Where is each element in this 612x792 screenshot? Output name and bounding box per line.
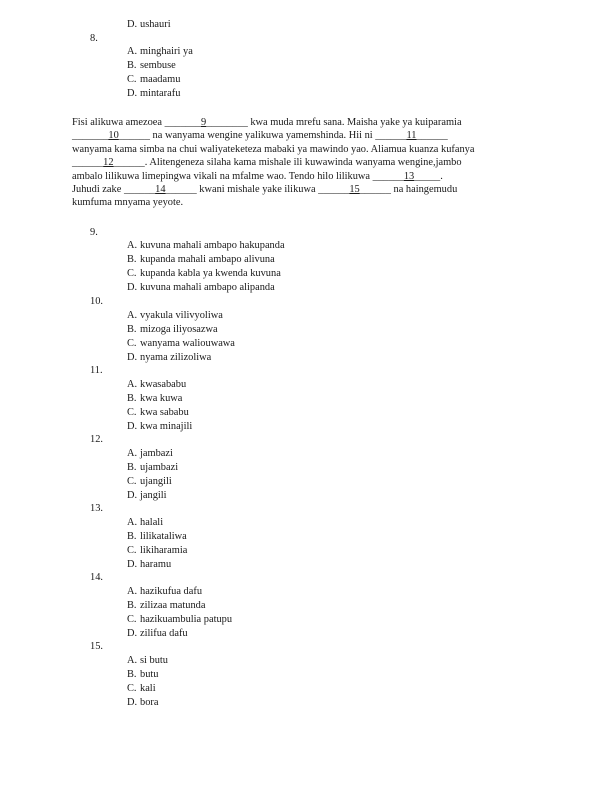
- passage-line-7: kumfuma mnyama yeyote.: [72, 197, 184, 209]
- option-letter: B.: [127, 324, 137, 335]
- blank-13: 13: [403, 170, 415, 182]
- option-text: zilifua dafu: [140, 628, 188, 639]
- option-letter: D.: [127, 19, 138, 30]
- q12-option-a: [127, 448, 173, 460]
- option-letter: D.: [127, 559, 138, 570]
- option-letter: C.: [127, 338, 137, 349]
- option-text: bora: [140, 697, 159, 708]
- q14-option-c: [127, 614, 232, 626]
- option-text: kupanda mahali ambapo alivuna: [140, 254, 275, 265]
- q14-option-a: [127, 586, 202, 598]
- option-letter: B.: [127, 254, 137, 265]
- option-text: likiharamia: [140, 545, 188, 556]
- option-text: ujambazi: [140, 462, 179, 473]
- blank-11: 11: [406, 130, 417, 142]
- option-text: maadamu: [140, 74, 181, 85]
- option-text: kwasababu: [140, 379, 187, 390]
- option-letter: A.: [127, 46, 138, 57]
- q12-option-b: [127, 462, 178, 474]
- blank-10: 10: [108, 130, 119, 142]
- option-letter: D.: [127, 282, 138, 293]
- question-number-13: 13.: [90, 503, 103, 514]
- q10-option-d: [127, 352, 211, 364]
- q10-option-a: [127, 310, 223, 322]
- passage-line-3: wanyama kama simba na chui waliyateketeza mabaki ya mawindo yao. Aliamua kuanza kufanya: [72, 143, 475, 155]
- option-text: kuvuna mahali ambapo alipanda: [140, 282, 275, 293]
- q12-option-d: [127, 490, 167, 502]
- q15-option-d: [127, 697, 158, 709]
- option-letter: B.: [127, 669, 137, 680]
- option-text: wanyama waliouwawa: [140, 338, 235, 349]
- option-letter: C.: [127, 407, 137, 418]
- option-letter: A.: [127, 310, 138, 321]
- q15-option-a: [127, 655, 168, 667]
- q9-option-b: [127, 254, 275, 266]
- option-letter: B.: [127, 531, 137, 542]
- option-text: ujangili: [140, 476, 172, 487]
- q15-option-b: [127, 669, 158, 681]
- question-number-15: 15.: [90, 641, 103, 652]
- q11-option-b: [127, 393, 182, 405]
- option-letter: C.: [127, 545, 137, 556]
- blank-14: 14: [155, 184, 166, 196]
- option-letter: B.: [127, 462, 137, 473]
- q15-option-c: [127, 683, 156, 695]
- option-text: mizoga iliyosazwa: [140, 324, 218, 335]
- option-letter: C.: [127, 74, 137, 85]
- passage-line-6: Juhudi zake ______14______ kwani mishale yake ilikuwa ______15______ na haingemudu: [72, 184, 458, 196]
- q13-option-a: [127, 517, 163, 529]
- option-text: vyakula vilivyoliwa: [140, 310, 223, 321]
- cloze-passage: [72, 116, 552, 210]
- q10-option-b: [127, 324, 218, 336]
- option-text: jambazi: [140, 448, 173, 459]
- passage-line-5: ambalo lilikuwa limepingwa vikali na mfalme wao. Tendo hilo lilikuwa ______13_____.: [72, 170, 443, 182]
- q11-option-a: [127, 379, 186, 391]
- blank-9: 9: [201, 117, 207, 128]
- option-letter: D.: [127, 697, 138, 708]
- option-letter: C.: [127, 683, 137, 694]
- option-text: zilizaa matunda: [140, 600, 206, 611]
- option-letter: B.: [127, 393, 137, 404]
- q13-option-b: [127, 531, 187, 543]
- question-number-8: 8.: [90, 33, 98, 44]
- q8-option-b: [127, 60, 176, 72]
- option-text: kwa kuwa: [140, 393, 183, 404]
- question-number-9: 9.: [90, 227, 98, 238]
- blank-12: 12: [103, 157, 114, 169]
- q12-option-c: [127, 476, 172, 488]
- option-text: kali: [140, 683, 156, 694]
- option-letter: A.: [127, 586, 138, 597]
- option-text: kwa minajili: [140, 421, 193, 432]
- option-letter: A.: [127, 379, 138, 390]
- option-text: haramu: [140, 559, 172, 570]
- q9-option-a: [127, 240, 285, 252]
- option-text: si butu: [140, 655, 169, 666]
- question-number-10: 10.: [90, 296, 103, 307]
- option-text: jangili: [140, 490, 167, 501]
- passage-line-2: _______10______ na wanyama wengine yalikuwa yamemshinda. Hii ni ______11______: [72, 130, 448, 142]
- option-letter: A.: [127, 240, 138, 251]
- option-letter: C.: [127, 614, 137, 625]
- q8-option-d: [127, 88, 180, 100]
- q9-option-c: [127, 268, 281, 280]
- option-text: halali: [140, 517, 164, 528]
- passage-line-1: Fisi alikuwa amezoea _______9________ kwa muda mrefu sana. Maisha yake ya kuiparamia: [72, 117, 462, 128]
- question-number-12: 12.: [90, 434, 103, 445]
- option-text: butu: [140, 669, 159, 680]
- option-letter: A.: [127, 655, 138, 666]
- option-text: hazikuambulia patupu: [140, 614, 233, 625]
- option-text: minghairi ya: [140, 46, 193, 57]
- option-text: lilikataliwa: [140, 531, 187, 542]
- option-text: kuvuna mahali ambapo hakupanda: [140, 240, 285, 251]
- option-text: sembuse: [140, 60, 176, 71]
- q13-option-d: [127, 559, 171, 571]
- blank-15: 15: [349, 184, 360, 196]
- q13-option-c: [127, 545, 187, 557]
- option-letter: C.: [127, 476, 137, 487]
- question-number-11: 11.: [90, 365, 103, 376]
- option-text: ushauri: [140, 19, 171, 30]
- option-letter: A.: [127, 448, 138, 459]
- q14-option-d: [127, 628, 188, 640]
- option-letter: D.: [127, 490, 138, 501]
- option-letter: D.: [127, 421, 138, 432]
- q11-option-c: [127, 407, 189, 419]
- option-letter: B.: [127, 60, 137, 71]
- q7-option-d: [127, 19, 171, 31]
- q8-option-a: [127, 46, 193, 58]
- question-number-14: 14.: [90, 572, 103, 583]
- passage-line-4: ______12______. Alitengeneza silaha kama mishale ili kuwawinda wanyama wengine,jambo: [72, 157, 462, 169]
- q10-option-c: [127, 338, 235, 350]
- option-text: mintarafu: [140, 88, 181, 99]
- option-letter: D.: [127, 352, 138, 363]
- q8-option-c: [127, 74, 180, 86]
- option-letter: B.: [127, 600, 137, 611]
- option-text: hazikufua dafu: [140, 586, 203, 597]
- option-text: nyama zilizoliwa: [140, 352, 212, 363]
- option-letter: D.: [127, 88, 138, 99]
- q9-option-d: [127, 282, 275, 294]
- option-letter: A.: [127, 517, 138, 528]
- option-text: kwa sababu: [140, 407, 189, 418]
- option-text: kupanda kabla ya kwenda kuvuna: [140, 268, 281, 279]
- option-letter: C.: [127, 268, 137, 279]
- option-letter: D.: [127, 628, 138, 639]
- q11-option-d: [127, 421, 192, 433]
- q14-option-b: [127, 600, 205, 612]
